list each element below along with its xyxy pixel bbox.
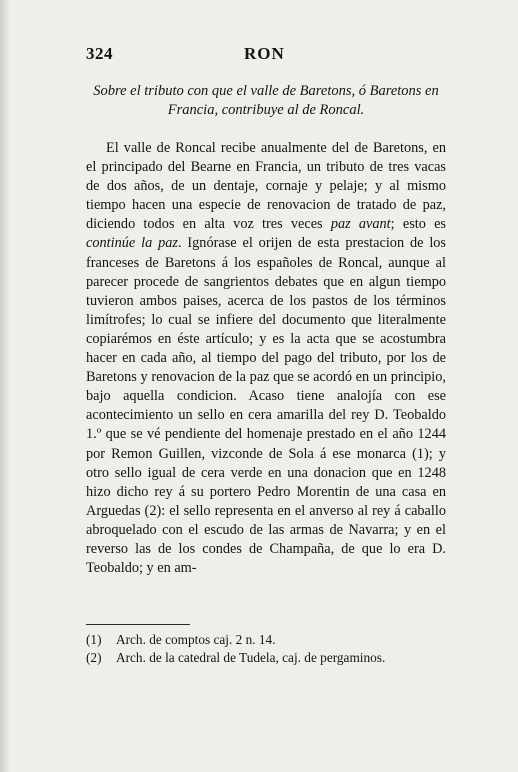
footnote-marker: (1) [86, 632, 102, 647]
footnote-text: Arch. de comptos caj. 2 n. 14. [116, 632, 276, 647]
text-segment: . Ignórase el orijen de esta prestacion de los franceses de Baretons á los españoles de Roncal, aunque al parecer procede de sangrientos debates que en algun tiempo tuvieron ambos paises, acerca de los pastos de los términos limítrofes; lo cual se infiere del documento que literalmente copiarémos en éste artículo; y es la acta que se acostumbra hacer en cada año, al tiempo del pago del tributo, por los de Baretons y renovacion de la paz que se acordó en un principio, bajo aquella condicion. Acaso tiene analojía con ese acontecimiento un sello en cera amarilla del rey D. Teobaldo 1.º que se vé pendiente del homenaje prestado en el año 1244 por Remon Guillen, vizconde de Sola á ese monarca (1); y otro sello igual de cera verde en una donacion que en 1248 hizo dicho rey á su portero Pedro Morentin de una casa en Arguedas (2): el sello representa en el anverso al rey á caballo abroquelado con el escudo de las armas de Navarra; y en el reverso las de los condes de Champaña, de que lo era D. Teobaldo; y en am- [86, 235, 446, 577]
running-head: RON [244, 44, 285, 63]
footnote-rule [86, 624, 190, 625]
footnote-1 [86, 631, 466, 649]
text-segment: El valle de Roncal recibe anualmente del de Baretons, en el principado del Bearne en Francia, un tributo de tres vacas de dos años, de un dentaje, cornaje y pelaje; y al mismo tiempo hacen una especie de renovacion de tratado de paz, diciendo todos en alta voz tres veces [86, 140, 446, 233]
page-header [86, 44, 446, 68]
italic-phrase: continúe la paz [86, 235, 178, 252]
footnotes [86, 631, 466, 667]
footnote-marker: (2) [86, 650, 102, 665]
section-title: Sobre el tributo con que el valle de Baretons, ó Baretons en Francia, contribuye al de Roncal. [93, 83, 439, 118]
footnote-2 [86, 649, 466, 667]
text-segment: ; esto es [390, 216, 446, 233]
page-number: 324 [86, 44, 113, 63]
page-gutter-shadow [0, 0, 10, 772]
body-paragraph [86, 139, 446, 578]
footnote-text: Arch. de la catedral de Tudela, caj. de pergaminos. [116, 650, 386, 665]
italic-phrase: paz avant [330, 216, 391, 233]
